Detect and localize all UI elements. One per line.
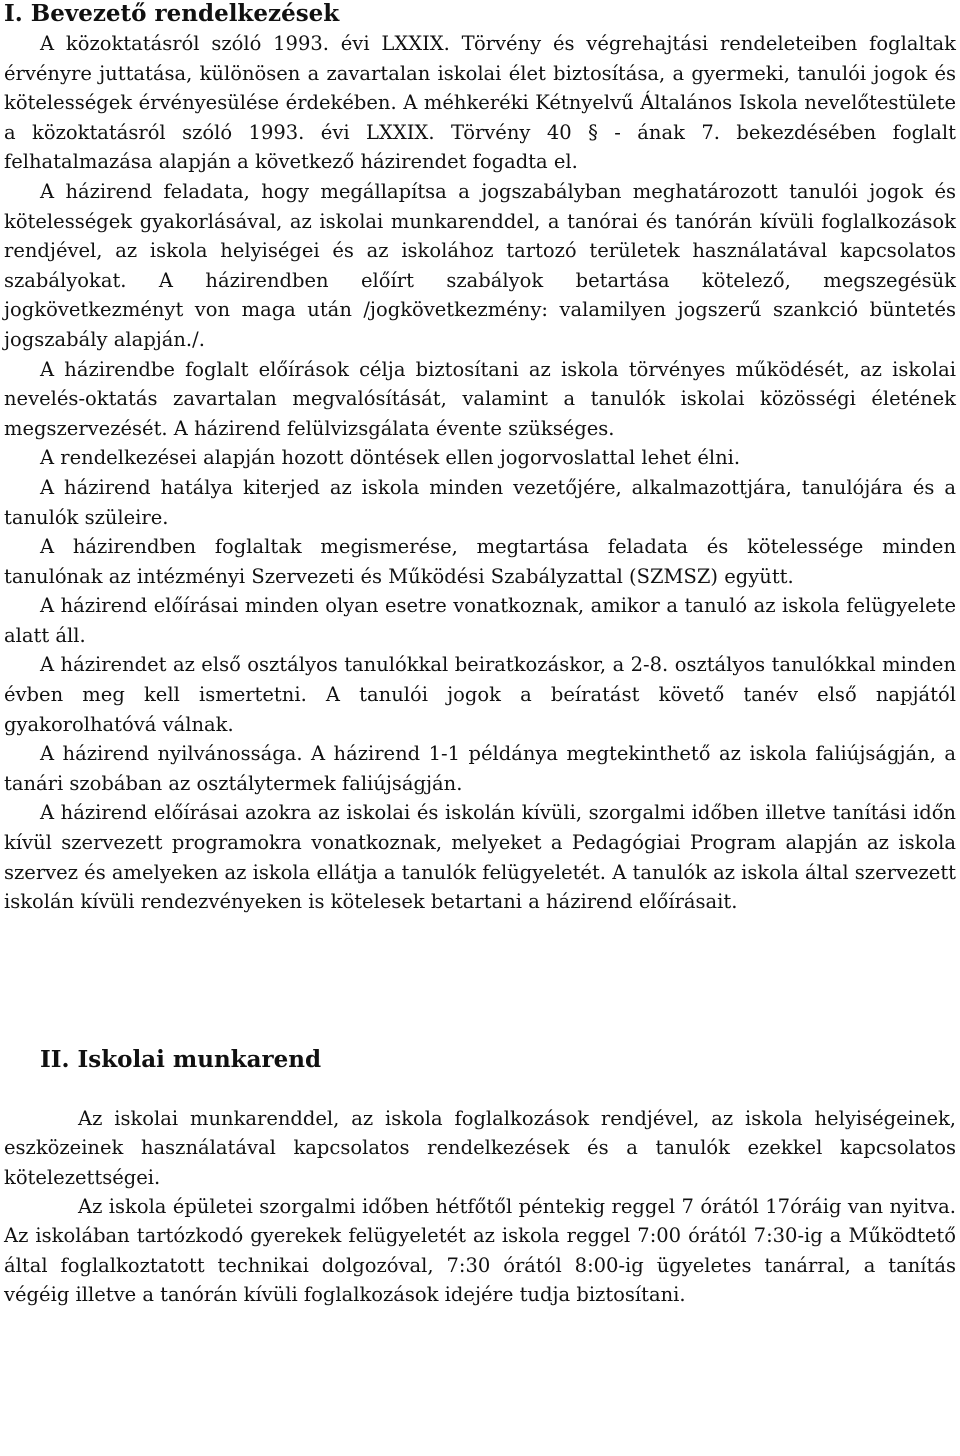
section-title: I. Bevezető rendelkezések — [4, 0, 340, 27]
paragraph: A közoktatásról szóló 1993. évi LXXIX. Törvény és végrehajtási rendeleteiben foglaltak érvényre juttatása, különösen a zavartalan iskolai élet biztosítása, a gyermeki, tanulói jogok és kötelességek érvényesülése érdekében. A méhkeréki Kétnyelvű Általános Iskola nevelőtestülete a közoktatásról szóló 1993. évi LXXIX. Törvény 40 § - ának 7. bekezdésében foglalt felhatalmazása alapján a következő házirendet fogadta el. — [4, 32, 956, 174]
paragraph: A házirend előírásai minden olyan esetre vonatkoznak, amikor a tanuló az iskola felügyelete alatt áll. — [4, 594, 956, 647]
paragraph: A rendelkezései alapján hozott döntések ellen jogorvoslattal lehet élni. — [40, 446, 741, 470]
paragraph: A házirend feladata, hogy megállapítsa a jogszabályban meghatározott tanulói jogok és kötelességek gyakorlásával, az iskolai munkarenddel, a tanórai és tanórán kívüli foglalkozások rendjével, az iskola helyiségei és az iskolához tartozó területek használatával kapcsolatos szabályokat. A házirendben előírt szabályok betartása kötelező, megszegésük jogkövetkezményt von maga után /jogkövetkezmény: valamilyen jogszerű szankció büntetés jogszabály alapján./. — [4, 179, 956, 351]
paragraph: Az iskola épületei szorgalmi időben hétfőtől péntekig reggel 7 órától 17óráig van nyitva. Az iskolában tartózkodó gyerekek felügyeletét az iskola reggel 7:00 órától 7:30-ig a Működtető által foglalkoztatott technikai dolgozóval, 7:30 órától 8:00-ig ügyeletes tanárral, a tanítás végéig illetve a tanórán kívüli foglalkozások idejére tudja biztosítani. — [4, 1195, 956, 1307]
paragraph: A házirendben foglaltak megismerése, megtartása feladata és kötelessége minden tanulónak az intézményi Szervezeti és Működési Szabályzattal (SZMSZ) együtt. — [4, 535, 956, 588]
paragraph: A házirend hatálya kiterjed az iskola minden vezetőjére, alkalmazottjára, tanulójára és a tanulók szüleire. — [4, 475, 956, 529]
paragraph: A házirendet az első osztályos tanulókkal beiratkozáskor, a 2-8. osztályos tanulókkal minden évben meg kell ismertetni. A tanulói jogok a beíratást követő tanév első napjától gyakorolhatóvá válnak. — [4, 653, 956, 736]
section-introduction — [4, 0, 956, 917]
paragraph: Az iskolai munkarenddel, az iskola foglalkozások rendjével, az iskola helyiségeinek, eszközeinek használatával kapcsolatos rendelkezések és a tanulók ezekkel kapcsolatos kötelezettségei. — [4, 1106, 956, 1189]
paragraph: A házirend előírásai azokra az iskolai és iskolán kívüli, szorgalmi időben illetve tanítási időn kívül szervezett programokra vonatkoznak, melyeket a Pedagógiai Program alapján az iskola szervez és amelyeken az iskola ellátja a tanulók felügyeletét. A tanulók az iskola által szervezett iskolán kívüli rendezvényeken is kötelesek betartani a házirend előírásait. — [4, 801, 956, 914]
document-page — [4, 0, 956, 1310]
paragraph: A házirendbe foglalt előírások célja biztosítani az iskola törvényes működését, az iskolai nevelés-oktatás zavartalan megvalósítását, valamint a tanulók iskolai közösségi életének megszervezését. A házirend felülvizsgálata évente szükséges. — [4, 357, 956, 440]
section-school-schedule — [4, 1045, 956, 1310]
paragraph: A házirend nyilvánossága. A házirend 1-1 példánya megtekinthető az iskola faliújságján, a tanári szobában az osztálytermek faliújságján. — [4, 742, 956, 795]
section-title: II. Iskolai munkarend — [40, 1045, 322, 1073]
